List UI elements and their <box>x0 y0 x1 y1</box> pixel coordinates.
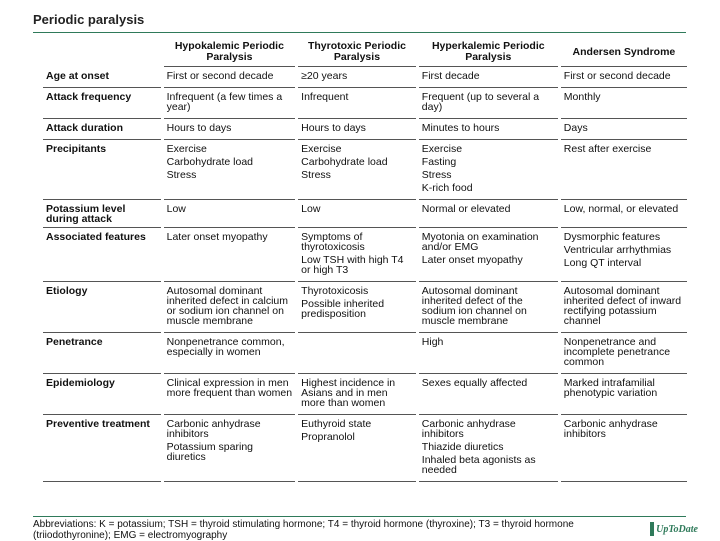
table-cell <box>164 121 296 140</box>
row-header: Preventive treatment <box>43 417 161 482</box>
table-body <box>43 69 687 482</box>
row-header: Etiology <box>43 284 161 333</box>
table-header-hypokalemic: Hypokalemic Periodic Paralysis <box>164 38 296 67</box>
cell-line: Normal or elevated <box>421 203 511 215</box>
cell-line: Infrequent (a few times a year) <box>166 91 283 113</box>
table-cell <box>298 202 416 228</box>
table-cell <box>298 230 416 282</box>
cell-line: First decade <box>421 70 480 82</box>
table-header-andersen: Andersen Syndrome <box>561 38 687 67</box>
cell-line: Low <box>301 203 321 215</box>
cell-line: Carbohydrate load <box>301 156 388 168</box>
table-cell <box>561 142 687 200</box>
cell-line: Infrequent <box>301 91 349 103</box>
cell-line: Nonpenetrance common, especially in women <box>166 336 285 358</box>
table-row <box>43 335 687 374</box>
cell-line: Carbonic anhydrase inhibitors <box>421 418 516 440</box>
cell-line: Exercise <box>421 143 463 155</box>
table-cell <box>419 142 558 200</box>
table-header-thyrotoxic: Thyrotoxic Periodic Paralysis <box>298 38 416 67</box>
cell-line: Clinical expression in men more frequent than women <box>166 377 293 399</box>
table-row <box>43 142 687 200</box>
table-row <box>43 284 687 333</box>
cell-line: Marked intrafamilial phenotypic variation <box>563 377 658 399</box>
table-cell <box>164 69 296 88</box>
table-cell <box>164 202 296 228</box>
table-cell <box>419 90 558 119</box>
title-divider <box>33 32 686 33</box>
table-cell <box>561 284 687 333</box>
cell-line: Hours to days <box>301 122 366 134</box>
cell-line: Long QT interval <box>563 257 642 269</box>
table-cell <box>561 202 687 228</box>
cell-line: Symptoms of thyrotoxicosis <box>301 231 365 253</box>
cell-line: Later onset myopathy <box>421 254 523 266</box>
table-row <box>43 230 687 282</box>
table-cell <box>298 90 416 119</box>
row-header: Attack duration <box>43 121 161 140</box>
cell-line: Highest incidence in Asians and in men more than women <box>301 377 396 409</box>
table-cell <box>164 230 296 282</box>
table-cell <box>561 335 687 374</box>
table-row <box>43 376 687 415</box>
table-cell <box>419 202 558 228</box>
row-header: Potassium level during attack <box>43 202 161 228</box>
cell-line: Stress <box>166 169 197 181</box>
table-cell <box>419 376 558 415</box>
comparison-table-container <box>40 36 690 484</box>
uptodate-logo <box>650 520 698 538</box>
abbreviations-note: Abbreviations: K = potassium; TSH = thyroid stimulating hormone; T4 = thyroid hormone (thyroxine); T3 = thyroid hormone (triiodothyronine); EMG = electromyography <box>33 519 574 541</box>
comparison-table <box>40 36 690 484</box>
cell-line: Low TSH with high T4 or high T3 <box>301 254 404 276</box>
footer-divider <box>33 516 686 517</box>
table-cell <box>298 376 416 415</box>
table-cell <box>419 417 558 482</box>
table-cell <box>298 335 416 374</box>
cell-line: Potassium sparing diuretics <box>166 441 253 463</box>
table-cell <box>561 69 687 88</box>
table-row <box>43 90 687 119</box>
cell-line: ≥20 years <box>301 70 348 82</box>
table-cell <box>419 121 558 140</box>
table-cell <box>561 90 687 119</box>
cell-line: Fasting <box>421 156 457 168</box>
cell-line: Sexes equally affected <box>421 377 528 389</box>
table-header-blank <box>43 38 161 67</box>
table-cell <box>298 417 416 482</box>
cell-line: Rest after exercise <box>563 143 652 155</box>
cell-line: Autosomal dominant inherited defect of inward rectifying potassium channel <box>563 285 682 327</box>
table-cell <box>298 142 416 200</box>
cell-line: Days <box>563 122 588 134</box>
table-row <box>43 121 687 140</box>
cell-line: First or second decade <box>166 70 274 82</box>
cell-line: Inhaled beta agonists as needed <box>421 454 536 476</box>
table-cell <box>419 284 558 333</box>
cell-line: Dysmorphic features <box>563 231 661 243</box>
cell-line: First or second decade <box>563 70 671 82</box>
row-header: Associated features <box>43 230 161 282</box>
cell-line: Carbohydrate load <box>166 156 254 168</box>
table-cell <box>298 284 416 333</box>
cell-line: High <box>421 336 444 348</box>
row-header: Attack frequency <box>43 90 161 119</box>
cell-line: Later onset myopathy <box>166 231 268 243</box>
cell-line: Low <box>166 203 186 215</box>
table-cell <box>561 376 687 415</box>
table-cell <box>419 335 558 374</box>
cell-line: Thiazide diuretics <box>421 441 504 453</box>
table-row <box>43 69 687 88</box>
logo-text: UpToDate <box>656 523 698 535</box>
cell-line: Thyrotoxicosis <box>301 285 369 297</box>
table-cell <box>561 121 687 140</box>
table-cell <box>419 69 558 88</box>
cell-line: Possible inherited predisposition <box>301 298 385 320</box>
table-cell <box>298 121 416 140</box>
cell-line: K-rich food <box>421 182 473 194</box>
table-cell <box>298 69 416 88</box>
cell-line: Nonpenetrance and incomplete penetrance common <box>563 336 671 368</box>
cell-line: Stress <box>301 169 331 181</box>
cell-line: Carbonic anhydrase inhibitors <box>563 418 658 440</box>
cell-line: Myotonia on examination and/or EMG <box>421 231 539 253</box>
cell-line: Exercise <box>301 143 342 155</box>
table-cell <box>561 417 687 482</box>
cell-line: Autosomal dominant inherited defect in calcium or sodium ion channel on muscle membrane <box>166 285 289 327</box>
table-cell <box>164 376 296 415</box>
table-row <box>43 202 687 228</box>
cell-line: Monthly <box>563 91 601 103</box>
page-title: Periodic paralysis <box>33 12 145 27</box>
row-header: Precipitants <box>43 142 161 200</box>
row-header: Epidemiology <box>43 376 161 415</box>
table-row <box>43 417 687 482</box>
logo-mark-icon <box>650 522 654 536</box>
cell-line: Minutes to hours <box>421 122 500 134</box>
cell-line: Propranolol <box>301 431 355 443</box>
table-cell <box>419 230 558 282</box>
cell-line: Exercise <box>166 143 207 155</box>
table-header-hyperkalemic: Hyperkalemic Periodic Paralysis <box>419 38 558 67</box>
table-cell <box>164 142 296 200</box>
table-cell <box>164 284 296 333</box>
cell-line: Low, normal, or elevated <box>563 203 679 215</box>
row-header: Penetrance <box>43 335 161 374</box>
cell-line: Stress <box>421 169 452 181</box>
table-header-row <box>43 38 687 67</box>
cell-line: Hours to days <box>166 122 232 134</box>
table-cell <box>164 90 296 119</box>
cell-line: Frequent (up to several a day) <box>421 91 540 113</box>
cell-line: Euthyroid state <box>301 418 372 430</box>
table-cell <box>164 417 296 482</box>
table-cell <box>561 230 687 282</box>
cell-line: Carbonic anhydrase inhibitors <box>166 418 261 440</box>
row-header: Age at onset <box>43 69 161 88</box>
cell-line: Autosomal dominant inherited defect of the sodium ion channel on muscle membrane <box>421 285 527 327</box>
cell-line: Ventricular arrhythmias <box>563 244 672 256</box>
table-cell <box>164 335 296 374</box>
